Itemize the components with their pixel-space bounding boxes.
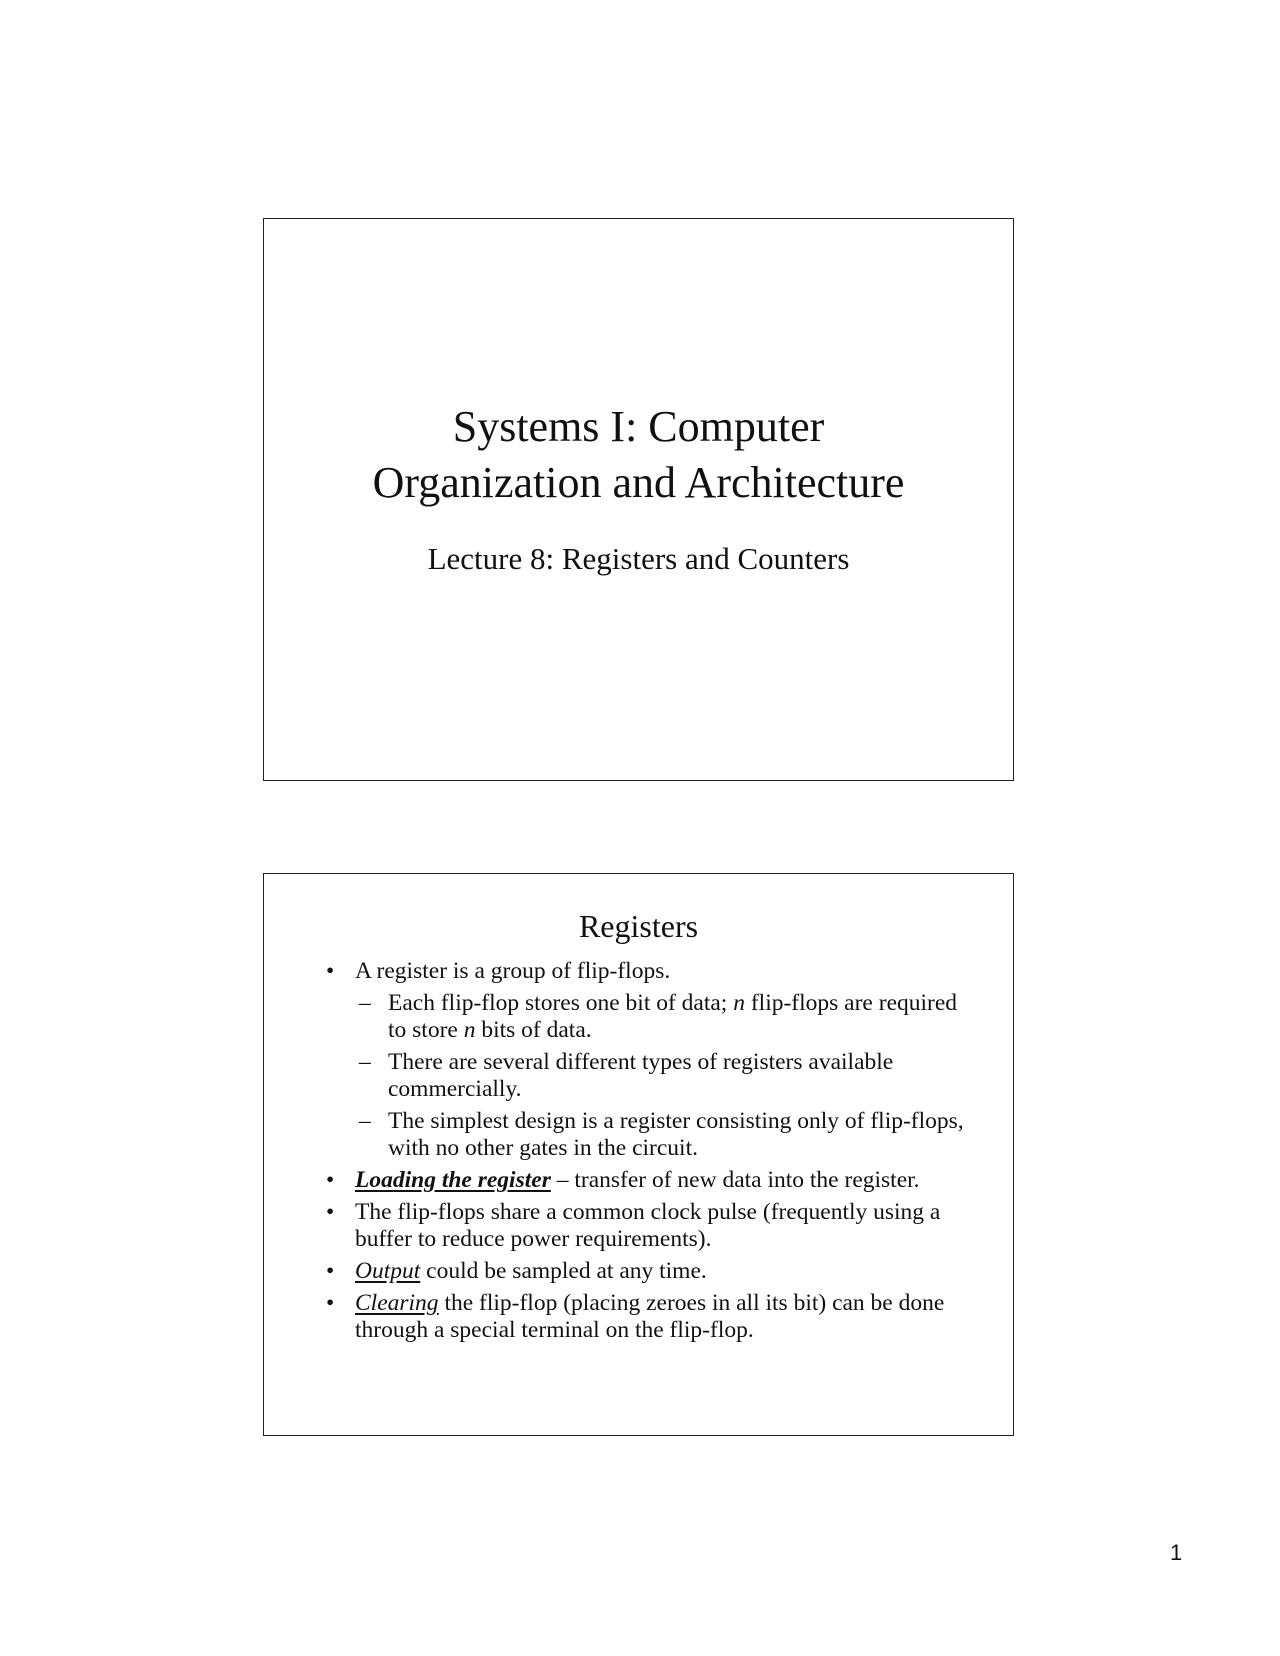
term-clearing: Clearing <box>355 1290 439 1316</box>
bullet-icon: • <box>326 1167 335 1193</box>
term-output: Output <box>355 1258 421 1284</box>
sub-bullet-item <box>355 990 966 1044</box>
term-loading-the-register: Loading the register <box>355 1167 551 1193</box>
sub-bullet-text <box>388 990 957 1043</box>
slide-heading: Registers <box>578 908 699 944</box>
bullet-text: The flip-flops share a common clock pulse (frequently using a buffer to reduce power requirements). <box>355 1199 941 1252</box>
slide-title <box>264 399 1013 511</box>
text-run: flip-flops are required to store <box>388 990 958 1043</box>
bullet-item <box>326 1290 966 1344</box>
slide-title-line-1: Systems I: Computer <box>452 402 825 451</box>
bullet-text: could be sampled at any time. <box>420 1258 707 1284</box>
bullet-item <box>326 1258 966 1285</box>
dash-icon: – <box>359 1108 371 1134</box>
bullet-text: the flip-flop (placing zeroes in all its bit) can be done through a special terminal on the flip-flop. <box>355 1290 945 1343</box>
sub-bullet-list <box>355 990 966 1162</box>
registers-slide <box>263 873 1014 1436</box>
bullet-icon: • <box>326 958 335 984</box>
sub-bullet-text: The simplest design is a register consisting only of flip-flops, with no other gates in the circuit. <box>388 1108 964 1161</box>
variable-n: n <box>463 1017 476 1043</box>
bullet-item <box>326 1167 966 1194</box>
text-run: bits of data. <box>475 1017 592 1043</box>
bullet-text: A register is a group of flip-flops. <box>355 958 671 984</box>
dash-icon: – <box>359 1049 371 1075</box>
page-number: 1 <box>1170 1540 1183 1565</box>
sub-bullet-item <box>355 1108 966 1162</box>
text-run: Each flip-flop stores one bit of data; <box>388 990 734 1016</box>
bullet-icon: • <box>326 1290 335 1316</box>
slide-title-line-2: Organization and Architecture <box>372 458 905 507</box>
title-slide <box>263 218 1014 781</box>
sub-bullet-item <box>355 1049 966 1103</box>
bullet-text: – transfer of new data into the register. <box>550 1167 920 1193</box>
bullet-list <box>326 958 966 1349</box>
dash-icon: – <box>359 990 371 1016</box>
slide-subtitle: Lecture 8: Registers and Counters <box>427 541 850 576</box>
sub-bullet-text: There are several different types of registers available commercially. <box>388 1049 894 1102</box>
bullet-item <box>326 958 966 1162</box>
bullet-item <box>326 1199 966 1253</box>
variable-n: n <box>733 990 745 1016</box>
bullet-icon: • <box>326 1258 335 1284</box>
bullet-icon: • <box>326 1199 335 1225</box>
